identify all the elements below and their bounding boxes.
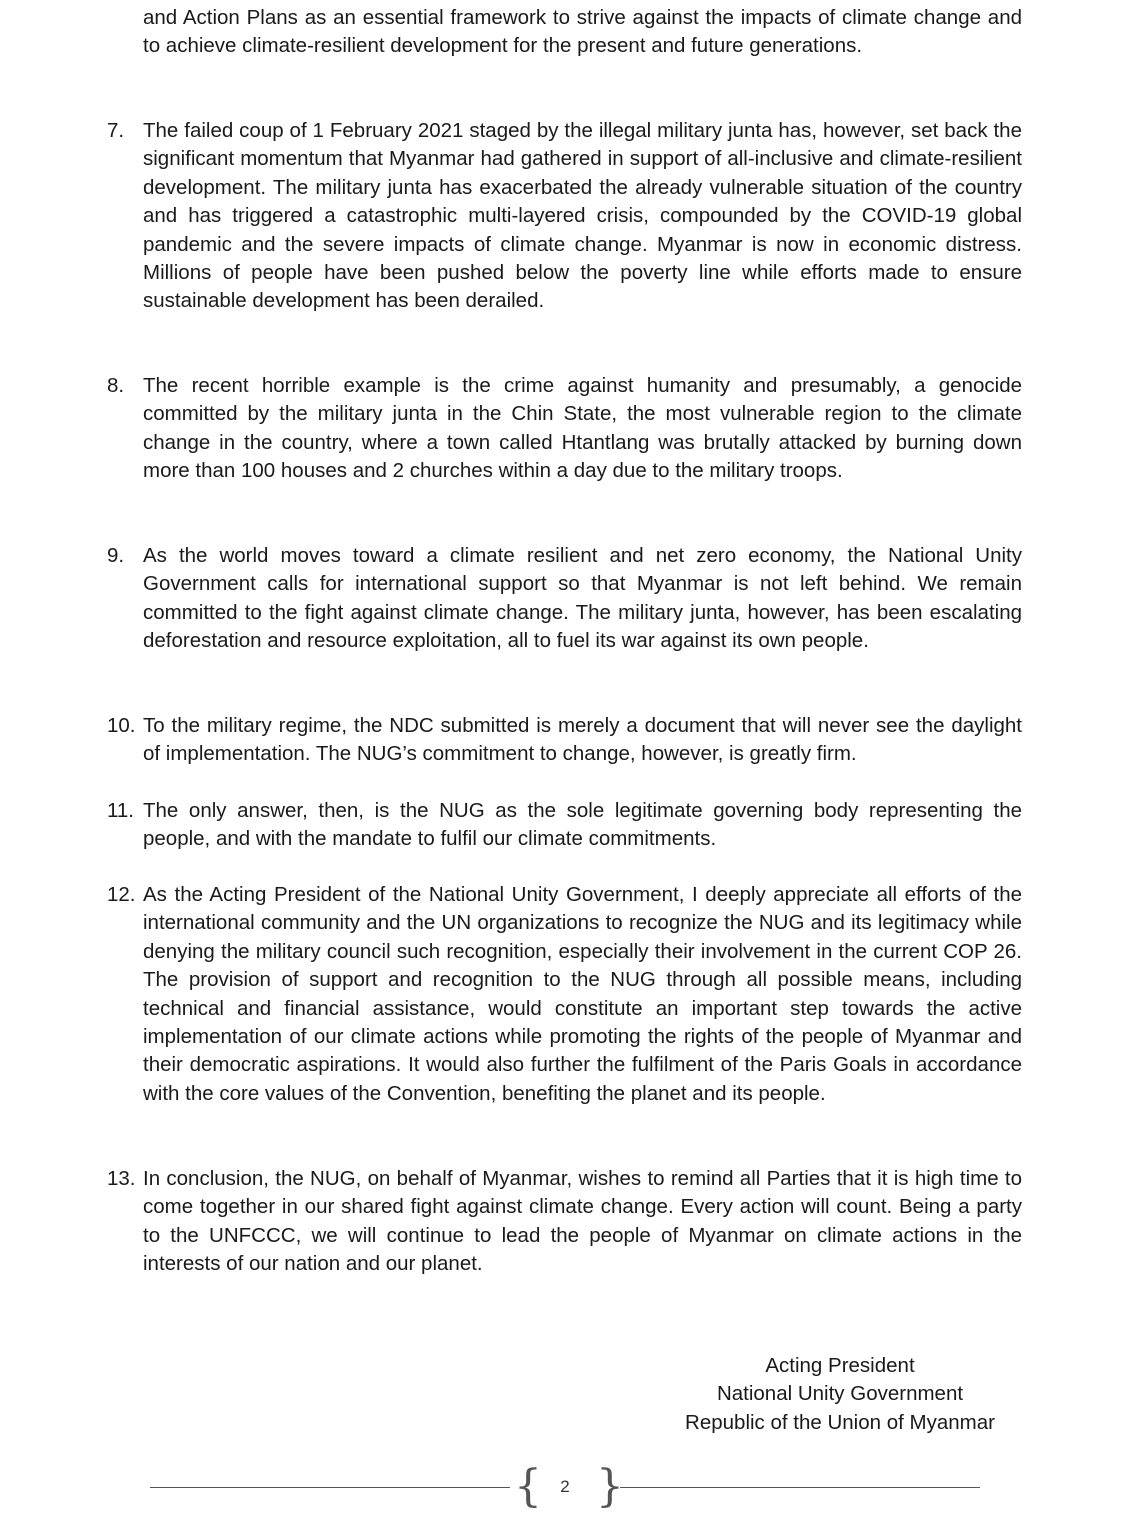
paragraph-text: To the military regime, the NDC submitted is merely a document that will never see the daylight of implementation. The NUG’s commitment to change, however, is greatly firm. (143, 714, 1022, 766)
paragraph-7 (107, 117, 1022, 316)
paragraph-text: The only answer, then, is the NUG as the sole legitimate governing body representing the people, and with the mandate to fulfil our climate commitments. (143, 799, 1022, 851)
paragraph-number: 11. (107, 799, 134, 822)
paragraph-text: As the Acting President of the National Unity Government, I deeply appreciate all efforts of the international community and the UN organizations to recognize the NUG and its legitimacy while denying the military council such recognition, especially their involvement in the current COP 26. The provision of support and recognition to the NUG through all possible means, including technical and financial assistance, would constitute an important step towards the active implementation of our climate actions while promoting the rights of the people of Myanmar and their democratic aspirations. It would also further the fulfilment of the Paris Goals in accordance with the core values of the Convention, benefiting the planet and its people. (143, 883, 1022, 1105)
signature-organization: National Unity Government (716, 1382, 964, 1406)
signature-block (640, 1352, 1040, 1437)
paragraph-text: As the world moves toward a climate resilient and net zero economy, the National Unity Government calls for international support so that Myanmar is not left behind. We remain committed to the fight against climate change. The military junta, however, has been escalating deforestation and resource exploitation, all to fuel its war against its own people. (143, 544, 1022, 653)
paragraph-number: 7. (107, 119, 125, 142)
paragraph-text: The failed coup of 1 February 2021 staged by the illegal military junta has, however, set back the significant momentum that Myanmar had gathered in support of all-inclusive and climate-resilient development. The military junta has exacerbated the already vulnerable situation of the country and has triggered a catastrophic multi-layered crisis, compounded by the COVID-19 global pandemic and the severe impacts of climate change. Myanmar is now in economic distress. Millions of people have been pushed below the poverty line while efforts made to ensure sustainable development has been derailed. (143, 119, 1022, 313)
page-number: 2 (560, 1477, 570, 1496)
page-footer (150, 1462, 980, 1512)
signature-title: Acting President (765, 1354, 915, 1377)
paragraph-6-continuation (143, 4, 1022, 61)
paragraph-12 (107, 881, 1022, 1108)
footer-rule-right (620, 1487, 980, 1488)
right-brace-icon: } (596, 1461, 624, 1512)
signature-country: Republic of the Union of Myanmar (685, 1410, 995, 1434)
paragraph-10 (107, 712, 1022, 769)
paragraph-number: 12. (107, 883, 136, 906)
left-brace-icon: { (514, 1461, 542, 1512)
paragraph-text: and Action Plans as an essential framework to strive against the impacts of climate change and to achieve climate-resilient development for the present and future generations. (143, 6, 1022, 58)
paragraph-11 (107, 797, 1022, 854)
paragraph-number: 10. (107, 714, 136, 737)
paragraph-text: In conclusion, the NUG, on behalf of Myanmar, wishes to remind all Parties that it is high time to come together in our shared fight against climate change. Every action will count. Being a party to the UNFCCC, we will continue to lead the people of Myanmar on climate actions in the interests of our nation and our planet. (143, 1167, 1022, 1276)
paragraph-13 (107, 1165, 1022, 1279)
paragraph-number: 13. (107, 1167, 136, 1190)
paragraph-number: 9. (107, 544, 125, 567)
footer-rule-left (150, 1487, 510, 1488)
paragraph-text: The recent horrible example is the crime against humanity and presumably, a genocide committed by the military junta in the Chin State, the most vulnerable region to the climate change in the country, where a town called Htantlang was brutally attacked by burning down more than 100 houses and 2 churches within a day due to the military troops. (143, 374, 1022, 483)
paragraph-number: 8. (107, 374, 125, 397)
paragraph-8 (107, 372, 1022, 486)
paragraph-9 (107, 542, 1022, 656)
